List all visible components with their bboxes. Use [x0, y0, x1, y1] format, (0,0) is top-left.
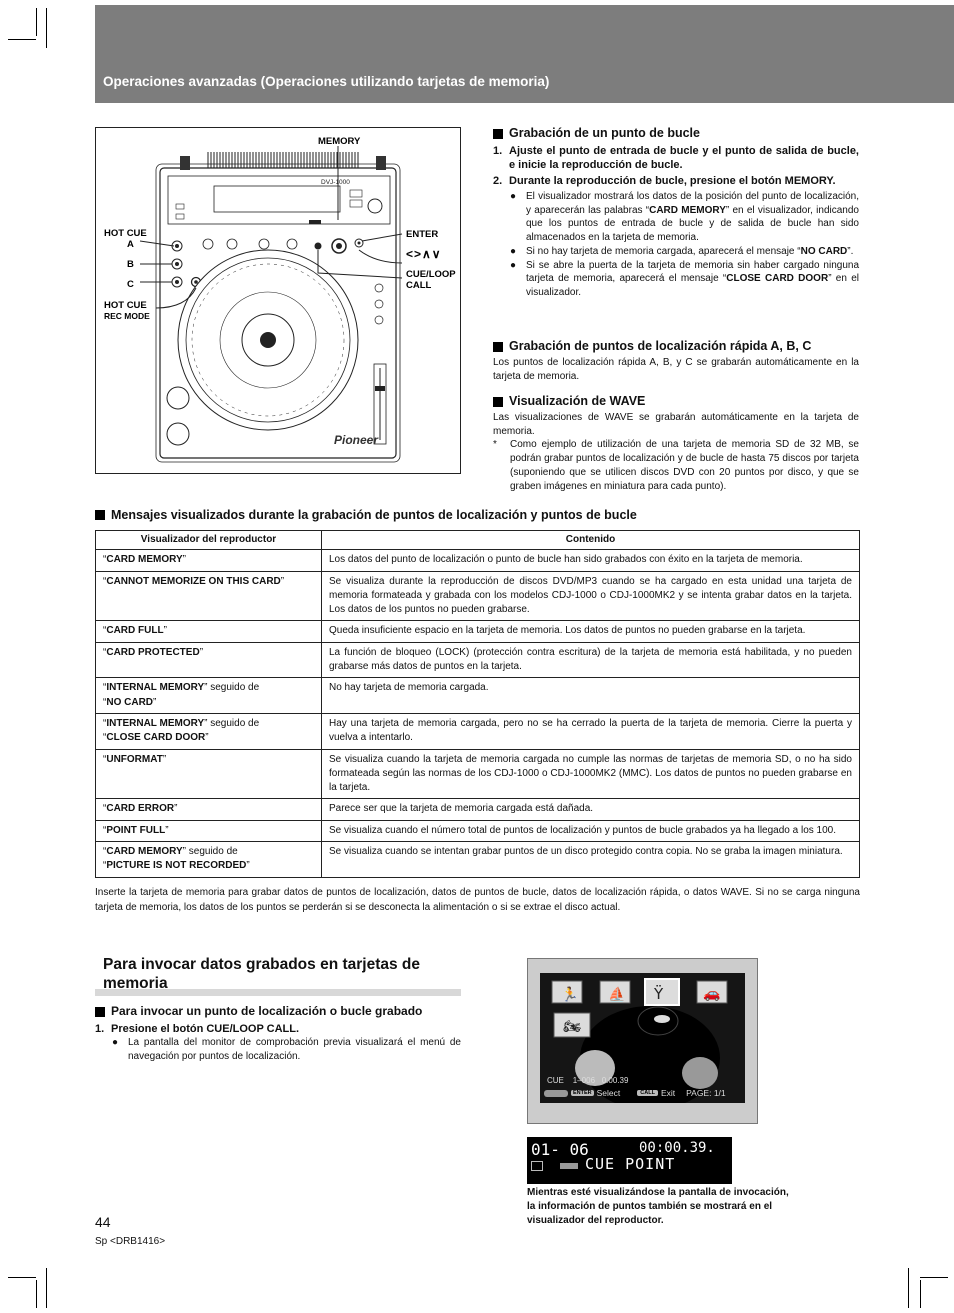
- lcd-track: 01- 06: [531, 1140, 589, 1159]
- lcd-ready-indicator: [560, 1163, 578, 1169]
- weightlifter-icon: Ÿ: [654, 985, 664, 1003]
- table-row: [96, 820, 860, 841]
- display-message: “CANNOT MEMORIZE ON THIS CARD”: [96, 571, 322, 621]
- dial-icons: [544, 1090, 568, 1097]
- message-content: Se visualiza cuando la tarjeta de memoria cargada no cumple las normas de tarjetas de memoria SD, o no ha sido formateada según las normas de los CDJ-1000 o CDJ-1000MK2 (MMC). Los datos de puntos no pueden grabarse en la tarjeta.: [322, 749, 860, 799]
- rec-mode-label: REC MODE: [104, 311, 150, 321]
- crop-mark: [8, 1277, 36, 1278]
- message-content: La función de bloqueo (LOCK) (protección contra escritura) de la tarjeta de memoria está habilitada, y no pueden grabarse más datos de puntos en la tarjeta.: [322, 642, 860, 678]
- step-1: Ajuste el punto de entrada de bucle y el punto de salida de bucle, e inicie la reproducción de bucle.: [509, 145, 859, 171]
- player-lcd: [527, 1137, 732, 1184]
- lcd-label: CUE POINT: [585, 1155, 676, 1173]
- display-message: “INTERNAL MEMORY” seguido de “CLOSE CARD DOOR”: [96, 713, 322, 749]
- step-number: 1.: [95, 1023, 105, 1035]
- wave-section-text: Las visualizaciones de WAVE se grabarán automáticamente en la tarjeta de memoria.: [493, 412, 859, 437]
- square-bullet-icon: [493, 342, 503, 352]
- arrow-keys-label: <>∧∨: [406, 247, 442, 261]
- hotcue-section: [493, 339, 859, 383]
- loop-section: [493, 126, 859, 300]
- bullet-no-card: Si no hay tarjeta de memoria cargada, aparecerá el mensaje “NO CARD”.: [526, 245, 854, 257]
- select-label: Select: [596, 1088, 621, 1098]
- memory-label: MEMORY: [318, 136, 361, 147]
- car-icon: 🚗: [703, 986, 721, 1002]
- messages-table: [95, 530, 860, 878]
- message-content: Hay una tarjeta de memoria cargada, pero no se ha cerrado la puerta de la tarjeta de memoria. Cierre la puerta y vuelva a intentarlo.: [322, 713, 860, 749]
- note-paragraph: Inserte la tarjeta de memoria para grabar datos de puntos de localización, datos de puntos de bucle, datos de localización rápida, o datos WAVE. Si no se carga ninguna tarjeta de memoria, los datos de los puntos se perderán si se desconecta la alimentación o si se extrae el disco actual.: [95, 887, 860, 913]
- square-bullet-icon: [493, 397, 503, 407]
- table-title: Mensajes visualizados durante la grabación de puntos de localización y puntos de bucle: [95, 508, 637, 522]
- bullet-close-card-door: Si se abre la puerta de la tarjeta de memoria sin haber cargado ninguna tarjeta de memoria, aparecerá el mensaje “CLOSE CARD DOOR” en el visualizador.: [526, 259, 859, 298]
- display-message: “CARD MEMORY” seguido de “PICTURE IS NOT RECORDED”: [96, 842, 322, 878]
- bullet-icon: ●: [510, 191, 517, 202]
- message-content: Se visualiza cuando se intentan grabar puntos de un disco protegido contra copia. No se graba la imagen miniatura.: [322, 842, 860, 878]
- display-message: “CARD FULL”: [96, 621, 322, 642]
- section2-step-1: Presione el botón CUE/LOOP CALL.: [111, 1023, 300, 1035]
- square-bullet-icon: [95, 510, 105, 520]
- table-row: [96, 571, 860, 621]
- square-bullet-icon: [493, 129, 503, 139]
- hot-cue-c-label: C: [127, 279, 134, 290]
- section2-title: Para invocar datos grabados en tarjetas de memoria: [103, 956, 421, 992]
- screen-display: [540, 973, 745, 1103]
- page-number: 44: [95, 1214, 111, 1230]
- table-row: [96, 749, 860, 799]
- display-message: “INTERNAL MEMORY” seguido de “NO CARD”: [96, 678, 322, 714]
- table-row: [96, 550, 860, 571]
- dj-player-diagram: [96, 128, 462, 475]
- bullet-card-memory: El visualizador mostrará los datos de la posición del punto de localización, y aparecerán las palabras “CARD MEMORY” en el visualizador, indicando que los puntos de entrada de bucle y de salida de bucle han sido almacenados en la tarjeta de memoria.: [526, 191, 859, 244]
- exit-label: Exit: [660, 1088, 676, 1098]
- step-number: 1.: [493, 145, 503, 157]
- enter-tag: ENTER: [573, 1090, 592, 1096]
- message-content: No hay tarjeta de memoria cargada.: [322, 678, 860, 714]
- model-label: DVJ-1000: [321, 179, 350, 186]
- bullet-icon: ●: [510, 259, 517, 271]
- crop-mark: [920, 1277, 948, 1278]
- biker-icon: 🏍: [563, 1019, 581, 1035]
- hotcue-section-title: Grabación de puntos de localización rápida A, B, C: [509, 339, 812, 353]
- page-indicator: PAGE: 1/1: [686, 1088, 726, 1098]
- lcd-time: 00:00.39.: [639, 1140, 715, 1156]
- table-row: [96, 799, 860, 820]
- hot-cue-b-label: B: [127, 259, 134, 270]
- section2-body: [95, 1004, 461, 1063]
- note-mark: *: [493, 439, 497, 451]
- crop-mark: [8, 39, 36, 40]
- device-illustration: [95, 127, 461, 474]
- wave-section-title: Visualización de WAVE: [509, 394, 646, 408]
- table-row: [96, 621, 860, 642]
- hotcue-section-text: Los puntos de localización rápida A, B, y C se grabarán automáticamente en la tarjeta de memoria.: [493, 357, 859, 382]
- document-code: Sp <DRB1416>: [95, 1236, 166, 1247]
- display-message: “CARD PROTECTED”: [96, 642, 322, 678]
- message-content: Los datos del punto de localización o punto de bucle han sido grabados con éxito en la tarjeta de memoria.: [322, 550, 860, 571]
- table-header-row: [96, 531, 860, 550]
- lcd-indicator: [531, 1161, 543, 1171]
- table-row: [96, 678, 860, 714]
- display-message: “CARD MEMORY”: [96, 550, 322, 571]
- screen-controls: [544, 1088, 726, 1098]
- display-message: “POINT FULL”: [96, 820, 322, 841]
- cue-loop-label: CUE/LOOP: [406, 269, 456, 280]
- call-label: CALL: [406, 280, 432, 291]
- table-row: [96, 642, 860, 678]
- cue-info: CUE 1–006 0.00.39: [547, 1076, 629, 1085]
- wave-note: Como ejemplo de utilización de una tarjeta de memoria SD de 32 MB, se podrán grabar puntos de localización y de bucle de hasta 75 discos por tarjeta (suponiendo que se utilicen discos DVD con 20 puntos por disco, y que se graben imágenes en miniatura para cada punto).: [510, 439, 859, 492]
- step-number: 2.: [493, 175, 503, 187]
- table-row: [96, 713, 860, 749]
- crop-mark: [36, 8, 37, 36]
- monitor-screen: [527, 958, 758, 1124]
- crop-mark: [920, 1280, 921, 1308]
- section2-subtitle: Para invocar un punto de localización o bucle grabado: [111, 1004, 423, 1018]
- column-header: Visualizador del reproductor: [96, 531, 322, 550]
- bullet-icon: ●: [112, 1037, 119, 1048]
- column-header: Contenido: [322, 531, 860, 550]
- message-content: Parece ser que la tarjeta de memoria cargada está dañada.: [322, 799, 860, 820]
- runner-icon: 🏃: [561, 987, 579, 1003]
- display-message: “UNFORMAT”: [96, 749, 322, 799]
- brand-logo: Pioneer: [334, 433, 379, 447]
- hot-cue-label: HOT CUE: [104, 228, 147, 239]
- crop-mark: [908, 1268, 909, 1308]
- bullet-icon: ●: [510, 245, 517, 257]
- page-title: Operaciones avanzadas (Operaciones utilizando tarjetas de memoria): [103, 74, 550, 89]
- crop-mark: [46, 1268, 47, 1308]
- message-content: Se visualiza cuando el número total de puntos de localización y puntos de bucle grabados ya ha llegado a los 100.: [322, 820, 860, 841]
- surfer-icon: ⛵: [608, 987, 626, 1003]
- section2-bullet: La pantalla del monitor de comprobación previa visualizará el menú de navegación por puntos de localización.: [128, 1037, 461, 1062]
- enter-label: ENTER: [406, 229, 439, 240]
- call-tag: CALL: [637, 1090, 658, 1096]
- lcd-caption: Mientras esté visualizándose la pantalla de invocación, la información de puntos también se mostrará en el visualizador del reproductor.: [527, 1187, 789, 1226]
- hot-cue-a-label: A: [127, 239, 134, 250]
- loop-section-title: Grabación de un punto de bucle: [509, 126, 700, 140]
- message-content: Queda insuficiente espacio en la tarjeta de memoria. Los datos de puntos no pueden grabarse en la tarjeta.: [322, 621, 860, 642]
- crop-mark: [46, 8, 47, 48]
- square-bullet-icon: [95, 1007, 105, 1017]
- table-row: [96, 842, 860, 878]
- step-2: Durante la reproducción de bucle, presione el botón MEMORY.: [509, 175, 836, 187]
- display-message: “CARD ERROR”: [96, 799, 322, 820]
- wave-section: [493, 394, 859, 493]
- crop-mark: [36, 1280, 37, 1308]
- message-content: Se visualiza durante la reproducción de discos DVD/MP3 cuando se ha cargado en esta unidad una tarjeta de memoria formateada y grabada con los modelos CDJ-1000 o CDJ-1000MK2 y se intenta grabar datos en la tarjeta. Los datos de los puntos no pueden grabarse.: [322, 571, 860, 621]
- hot-cue-rec-label: HOT CUE: [104, 300, 147, 311]
